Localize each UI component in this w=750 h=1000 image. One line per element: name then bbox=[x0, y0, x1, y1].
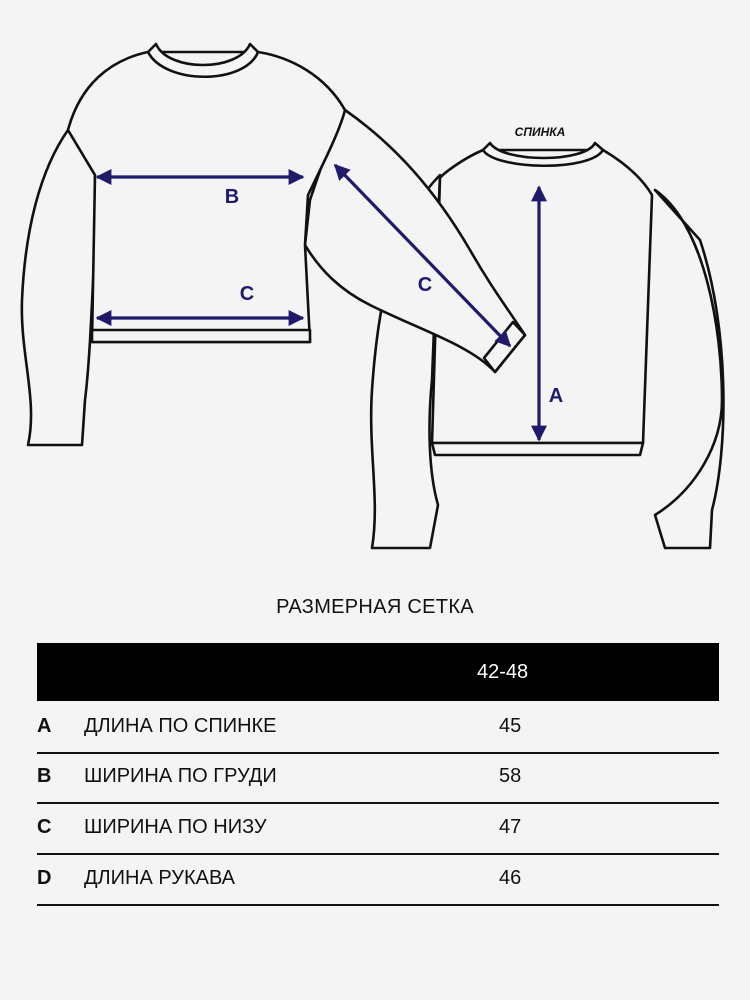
row-parameter: ШИРИНА ПО ГРУДИ bbox=[84, 765, 277, 787]
row-parameter: ДЛИНА РУКАВА bbox=[84, 867, 235, 889]
table-row bbox=[37, 702, 719, 754]
front-hem-band bbox=[92, 330, 310, 342]
size-table-header bbox=[37, 643, 719, 701]
label-c-front: C bbox=[239, 283, 255, 305]
row-letter: A bbox=[37, 715, 52, 737]
back-right-sleeve bbox=[655, 190, 723, 548]
row-parameter: ДЛИНА ПО СПИНКЕ bbox=[84, 715, 277, 737]
label-c-sleeve: C bbox=[417, 274, 433, 296]
back-hem-band bbox=[432, 443, 643, 455]
row-letter: B bbox=[37, 765, 52, 787]
label-a: A bbox=[548, 385, 564, 407]
size-header: 42-48 bbox=[477, 661, 529, 683]
table-row bbox=[37, 803, 719, 855]
row-value: 45 bbox=[499, 715, 522, 737]
row-letter: C bbox=[37, 816, 52, 838]
row-parameter: ШИРИНА ПО НИЗУ bbox=[84, 816, 267, 838]
row-value: 58 bbox=[499, 765, 522, 787]
row-value: 46 bbox=[499, 867, 522, 889]
row-value: 47 bbox=[499, 816, 522, 838]
back-view-label: СПИНКА bbox=[514, 125, 566, 139]
label-b: B bbox=[224, 186, 240, 208]
row-letter: D bbox=[37, 867, 52, 889]
table-row bbox=[37, 854, 719, 906]
front-left-sleeve bbox=[22, 130, 95, 445]
front-body bbox=[68, 52, 345, 342]
table-row bbox=[37, 752, 719, 804]
size-chart-title: РАЗМЕРНАЯ СЕТКА bbox=[276, 596, 474, 618]
